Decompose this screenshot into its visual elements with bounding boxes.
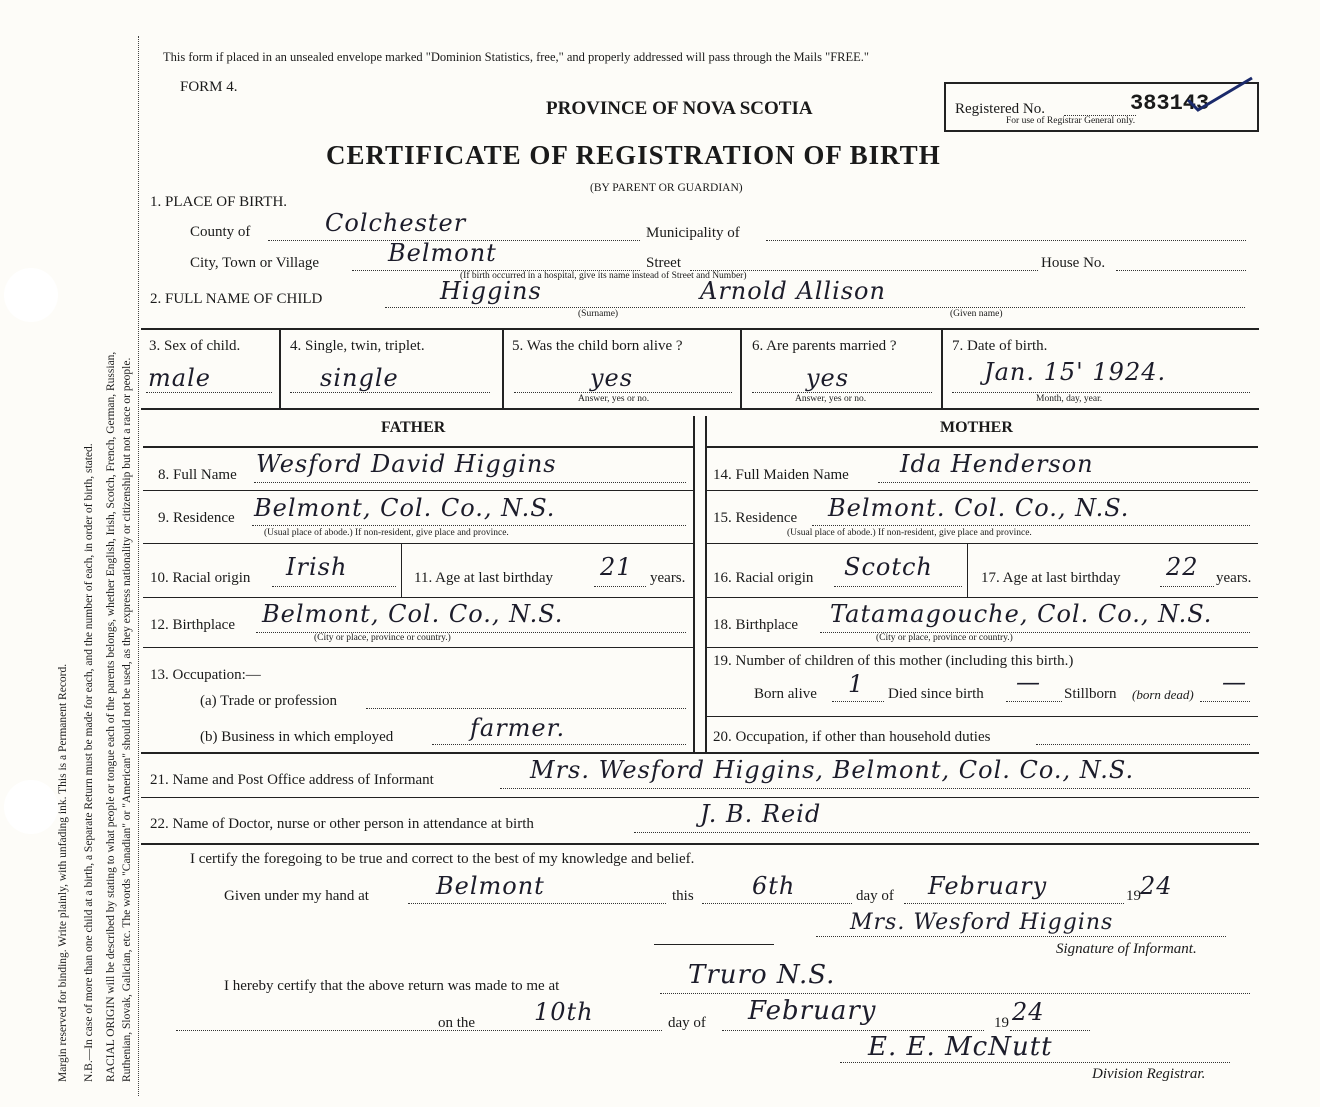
parents-married-label: 6. Are parents married ? <box>752 338 897 354</box>
date-of-birth-label: 7. Date of birth. <box>952 338 1048 354</box>
father-residence-note: (Usual place of abode.) If non-resident, give place and province. <box>264 528 509 538</box>
province-title: PROVINCE OF NOVA SCOTIA <box>546 98 813 119</box>
this-label: this <box>672 888 694 904</box>
form-number: FORM 4. <box>180 79 238 95</box>
registration-year: 24 <box>1012 998 1045 1026</box>
given-place: Belmont <box>436 872 545 900</box>
mother-race-value: Scotch <box>844 553 933 581</box>
father-birthplace-value: Belmont, Col. Co., N.S. <box>262 600 564 628</box>
certificate-title: CERTIFICATE OF REGISTRATION OF BIRTH <box>326 140 941 170</box>
born-alive-count-label: Born alive <box>754 686 817 702</box>
plurality-label: 4. Single, twin, triplet. <box>290 338 425 354</box>
business-value: farmer. <box>470 714 566 742</box>
punch-hole-top <box>4 268 58 322</box>
children-count-label: 19. Number of children of this mother (including this birth.) <box>713 653 1074 669</box>
died-since-birth-value: — <box>1016 668 1041 696</box>
on-the-label: on the <box>438 1015 476 1031</box>
city-label: City, Town or Village <box>190 255 320 271</box>
father-heading: FATHER <box>381 419 446 436</box>
margin-note-3: RACIAL ORIGIN will be described by stating to what people or tongue each of the parents belongs, whether English, Irish, Scotch, French, German, Russian, <box>105 351 117 1082</box>
parents-married-value: yes <box>806 364 850 392</box>
trade-label: (a) Trade or profession <box>200 693 338 709</box>
alive-answer-note: Answer, yes or no. <box>578 394 650 404</box>
registrar-general-note: For use of Registrar General only. <box>1006 116 1136 126</box>
mother-race-label: 16. Racial origin <box>713 570 814 586</box>
reg-year-prefix: 19 <box>994 1015 1009 1031</box>
registration-month: February <box>748 996 877 1026</box>
doctor-label: 22. Name of Doctor, nurse or other person in attendance at birth <box>150 816 534 832</box>
occupation-label: 13. Occupation:— <box>150 667 261 683</box>
surname-note: (Surname) <box>578 309 619 319</box>
margin-note-1: Margin reserved for binding. Write plainly, with unfading ink. This is a Permanent Record. <box>57 663 69 1082</box>
mother-birthplace-value: Tatamagouche, Col. Co., N.S. <box>830 600 1213 628</box>
binding-line <box>138 36 139 1096</box>
mother-residence-note: (Usual place of abode.) If non-resident, give place and province. <box>787 528 1032 538</box>
municipality-label: Municipality of <box>646 225 740 241</box>
stillborn-note: (born dead) <box>1132 687 1194 702</box>
division-registrar-label: Division Registrar. <box>1092 1066 1206 1082</box>
certify-statement: I certify the foregoing to be true and correct to the best of my knowledge and belief. <box>190 851 695 867</box>
county-value: Colchester <box>325 209 467 237</box>
certificate-subtitle: (BY PARENT OR GUARDIAN) <box>590 182 743 194</box>
father-age-label: 11. Age at last birthday <box>414 570 553 586</box>
given-year: 24 <box>1140 872 1173 900</box>
informant-value: Mrs. Wesford Higgins, Belmont, Col. Co., N.S. <box>530 756 1135 784</box>
sex-value: male <box>148 364 211 392</box>
margin-note-2: N.B.—In case of more than one child at a birth, a Separate Return must be made for each, and the number of each, in order of birth, stated. <box>83 443 95 1082</box>
registrar-signature: E. E. McNutt <box>868 1032 1053 1062</box>
mother-age-value: 22 <box>1166 553 1199 581</box>
married-answer-note: Answer, yes or no. <box>795 394 867 404</box>
father-years-label: years. <box>650 570 686 586</box>
signature-label: Signature of Informant. <box>1056 941 1197 957</box>
born-alive-value: yes <box>590 364 634 392</box>
registered-number: 383143 <box>1130 91 1210 116</box>
date-of-birth-value: Jan. 15' 1924. <box>984 358 1167 386</box>
mother-name-value: Ida Henderson <box>900 450 1094 478</box>
year-prefix: 19 <box>1126 888 1141 904</box>
given-month: February <box>928 872 1048 900</box>
father-residence-label: 9. Residence <box>158 510 235 526</box>
father-name-label: 8. Full Name <box>158 467 237 483</box>
father-birthplace-note: (City or place, province or country.) <box>314 633 451 643</box>
mail-note: This form if placed in an unsealed envelope marked "Dominion Statistics, free," and properly addressed will pass through the Mails "FREE." <box>163 50 870 64</box>
sex-label: 3. Sex of child. <box>149 338 241 354</box>
margin-note-4: Ruthenian, Slovak, Galician, etc. The words "Canadian" or "American" should not be used, as they express nationality or citizenship but not a race or people. <box>121 357 133 1082</box>
registrar-statement: I hereby certify that the above return was made to me at <box>224 978 560 994</box>
father-age-value: 21 <box>600 553 633 581</box>
county-label: County of <box>190 224 251 240</box>
informant-label: 21. Name and Post Office address of Informant <box>150 772 434 788</box>
mother-birthplace-note: (City or place, province or country.) <box>876 633 1013 643</box>
reg-day-of-label: day of <box>668 1015 706 1031</box>
mother-years-label: years. <box>1216 570 1252 586</box>
given-day: 6th <box>752 872 796 900</box>
father-race-label: 10. Racial origin <box>150 570 251 586</box>
stillborn-label: Stillborn <box>1064 686 1117 702</box>
stillborn-value: — <box>1222 668 1247 696</box>
city-value: Belmont <box>388 239 497 267</box>
plurality-value: single <box>320 364 399 392</box>
father-name-value: Wesford David Higgins <box>256 450 557 478</box>
mother-residence-label: 15. Residence <box>713 510 798 526</box>
registration-place: Truro N.S. <box>688 960 836 990</box>
registration-day: 10th <box>534 998 594 1026</box>
informant-signature: Mrs. Wesford Higgins <box>850 910 1114 935</box>
doctor-value: J. B. Reid <box>700 800 822 828</box>
house-label: House No. <box>1041 255 1106 271</box>
born-alive-label: 5. Was the child born alive ? <box>512 338 683 354</box>
day-of-label: day of <box>856 888 894 904</box>
mother-heading: MOTHER <box>940 419 1013 436</box>
mother-occupation-label: 20. Occupation, if other than household duties <box>713 729 991 745</box>
mother-birthplace-label: 18. Birthplace <box>713 617 798 633</box>
child-surname: Higgins <box>440 277 542 305</box>
business-label: (b) Business in which employed <box>200 729 394 745</box>
father-race-value: Irish <box>286 553 348 581</box>
mother-residence-value: Belmont. Col. Co., N.S. <box>828 494 1130 522</box>
dob-note: Month, day, year. <box>1036 394 1103 404</box>
born-alive-count: 1 <box>848 670 865 698</box>
punch-hole-bottom <box>4 780 58 834</box>
hospital-note: (If birth occurred in a hospital, give its name instead of Street and Number) <box>460 271 747 281</box>
registration-box <box>944 82 1259 132</box>
registered-label: Registered No. <box>955 101 1045 117</box>
died-since-birth-label: Died since birth <box>888 686 984 702</box>
street-label: Street <box>646 255 681 271</box>
mother-age-label: 17. Age at last birthday <box>981 570 1121 586</box>
father-residence-value: Belmont, Col. Co., N.S. <box>254 494 556 522</box>
mother-name-label: 14. Full Maiden Name <box>713 467 849 483</box>
given-name-note: (Given name) <box>950 309 1003 319</box>
child-given-name: Arnold Allison <box>700 277 886 305</box>
child-name-label: 2. FULL NAME OF CHILD <box>150 291 323 307</box>
given-under-label: Given under my hand at <box>224 888 369 904</box>
check-mark-icon <box>1180 72 1260 122</box>
father-birthplace-label: 12. Birthplace <box>150 617 235 633</box>
place-of-birth-heading: 1. PLACE OF BIRTH. <box>150 194 288 210</box>
